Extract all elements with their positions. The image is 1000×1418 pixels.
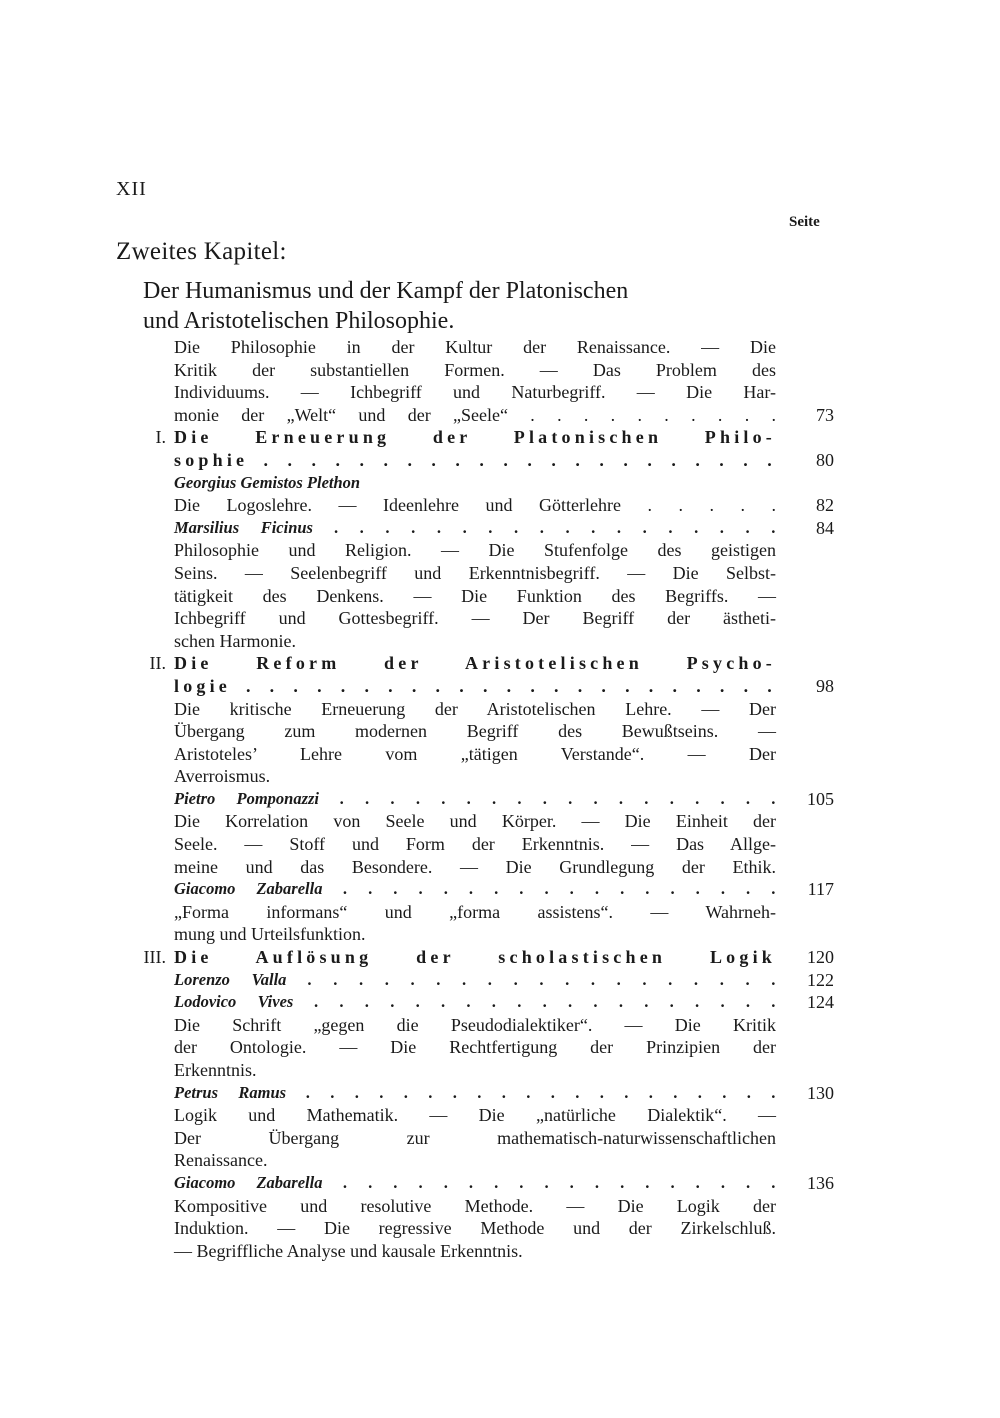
entry-line: Übergang zum modernen Begriff des Bewußtseins. — <box>174 721 776 742</box>
entry-line: Induktion. — Die regressive Methode und der Zirkelschluß. <box>174 1218 776 1239</box>
entry-line: Erkenntnis. <box>174 1060 257 1080</box>
toc-line <box>0 539 1000 562</box>
toc-line <box>0 991 1000 1014</box>
chapter-title-line-1: Der Humanismus und der Kampf der Platonischen <box>143 278 629 304</box>
chapter-title-line-2: und Aristotelischen Philosophie. <box>143 308 455 334</box>
entry-line: Die Korrelation von Seele und Körper. — Die Einheit der <box>174 811 776 832</box>
author-name: Petrus Ramus . . . . . . . . . . . . . . . . . . . . <box>174 1082 776 1102</box>
toc-line <box>0 1082 1000 1105</box>
author-name: Giacomo Zabarella . . . . . . . . . . . . . . . . . . <box>174 1172 776 1192</box>
page-ref: 84 <box>816 517 834 538</box>
toc-line <box>0 1104 1000 1127</box>
entry-line: Renaissance. <box>174 1150 268 1171</box>
intro-line: Kritik der substantiellen Formen. — Das Problem des <box>174 359 776 380</box>
toc-line <box>0 720 1000 743</box>
entry-line: Philosophie und Religion. — Die Stufenfolge des geistigen <box>174 540 776 561</box>
toc-line <box>0 901 1000 924</box>
page-ref: 117 <box>807 879 834 900</box>
author-name: Lorenzo Valla . . . . . . . . . . . . . . . . . . . <box>174 969 776 989</box>
toc-line <box>0 1127 1000 1150</box>
section-numeral: I. <box>155 427 166 448</box>
toc-line <box>0 336 1000 359</box>
page-ref: 130 <box>807 1082 834 1103</box>
toc-line <box>0 652 1000 675</box>
toc-line <box>0 449 1000 472</box>
toc-line <box>0 359 1000 382</box>
toc-line <box>0 494 1000 517</box>
toc-line <box>0 698 1000 721</box>
toc-line <box>0 517 1000 540</box>
toc-line <box>0 675 1000 698</box>
toc-line <box>0 381 1000 404</box>
toc-line <box>0 878 1000 901</box>
toc-line <box>0 765 1000 788</box>
toc-line <box>0 1149 1000 1172</box>
entry-line: „Forma informans“ und „forma assistens“. — Wahrneh- <box>174 901 776 922</box>
entry-line: der Ontologie. — Die Rechtfertigung der Prinzipien der <box>174 1037 776 1058</box>
entry-line: Aristoteles’ Lehre vom „tätigen Verstande“. — Der <box>174 743 776 764</box>
toc-line <box>0 1172 1000 1195</box>
section-heading: Die Auflösung der scholastischen Logik <box>174 947 776 968</box>
entry-line: Seele. — Stoff und Form der Erkenntnis. — Das Allge- <box>174 834 776 855</box>
toc-line <box>0 1240 1000 1263</box>
page-number: XII <box>116 178 147 200</box>
entry-line: Die Logoslehre. — Ideenlehre und Götterlehre . . . . . <box>174 495 776 516</box>
author-name: Pietro Pomponazzi . . . . . . . . . . . . . . . . . . <box>174 788 776 808</box>
entry-line: Kompositive und resolutive Methode. — Die Logik der <box>174 1195 776 1216</box>
author-name: Georgius Gemistos Plethon <box>174 472 361 492</box>
toc-line <box>0 472 1000 495</box>
section-numeral: III. <box>143 947 166 968</box>
entry-line: Die Schrift „gegen die Pseudodialektiker“. — Die Kritik <box>174 1014 776 1035</box>
section-heading: Die Reform der Aristotelischen Psycho- <box>174 653 776 674</box>
toc-line <box>0 630 1000 653</box>
entry-line: Averroismus. <box>174 766 271 787</box>
page-ref: 80 <box>816 449 834 470</box>
seite-label: Seite <box>789 214 820 230</box>
intro-line: monie der „Welt“ und der „Seele“ . . . . . . . . . . <box>174 404 776 425</box>
entry-line: Logik und Mathematik. — Die „natürliche Dialektik“. — <box>174 1105 776 1126</box>
entry-line: Ichbegriff und Gottesbegriff. — Der Begriff der ästheti- <box>174 608 776 629</box>
toc-line <box>0 607 1000 630</box>
intro-line: Die Philosophie in der Kultur der Renaissance. — Die <box>174 337 776 357</box>
toc-line <box>0 856 1000 879</box>
toc-line <box>0 1059 1000 1082</box>
toc-line <box>0 946 1000 969</box>
entry-line: Seins. — Seelenbegriff und Erkenntnisbegriff. — Die Selbst- <box>174 562 776 583</box>
intro-line: Individuums. — Ichbegriff und Naturbegriff. — Die Har- <box>174 382 776 403</box>
entry-line: meine und das Besondere. — Die Grundlegung der Ethik. <box>174 856 776 877</box>
section-heading: Die Erneuerung der Platonischen Philo- <box>174 427 776 448</box>
toc-line <box>0 426 1000 449</box>
entry-line: mung und Urteilsfunktion. <box>174 924 366 945</box>
toc-line <box>0 1036 1000 1059</box>
entry-line: Die kritische Erneuerung der Aristotelischen Lehre. — Der <box>174 698 776 719</box>
toc-line <box>0 969 1000 992</box>
toc-line <box>0 1014 1000 1037</box>
toc-line <box>0 833 1000 856</box>
page-ref: 98 <box>816 675 834 696</box>
section-numeral: II. <box>149 653 166 674</box>
author-name: Lodovico Vives . . . . . . . . . . . . . . . . . . . <box>174 992 776 1012</box>
page-ref: 120 <box>807 947 834 968</box>
author-name: Giacomo Zabarella . . . . . . . . . . . . . . . . . . <box>174 879 776 899</box>
toc-line <box>0 585 1000 608</box>
toc-line <box>0 923 1000 946</box>
toc-line <box>0 404 1000 427</box>
page-ref: 105 <box>807 788 834 809</box>
author-name: Marsilius Ficinus . . . . . . . . . . . . . . . . . . <box>174 517 776 537</box>
page-ref: 73 <box>816 404 834 425</box>
toc-line <box>0 1195 1000 1218</box>
toc-line <box>0 788 1000 811</box>
page-ref: 136 <box>807 1172 834 1193</box>
toc-line <box>0 562 1000 585</box>
entry-line: Der Übergang zur mathematisch-naturwissenschaftlichen <box>174 1127 776 1148</box>
toc-line <box>0 743 1000 766</box>
table-of-contents <box>0 336 1000 1262</box>
section-heading: sophie . . . . . . . . . . . . . . . . . . . . . . <box>174 449 776 470</box>
entry-line: tätigkeit des Denkens. — Die Funktion des Begriffs. — <box>174 585 776 606</box>
toc-line <box>0 810 1000 833</box>
page-ref: 124 <box>807 992 834 1013</box>
entry-line: schen Harmonie. <box>174 630 296 651</box>
chapter-label: Zweites Kapitel: <box>116 238 287 265</box>
chapter-title <box>143 276 783 336</box>
toc-line <box>0 1217 1000 1240</box>
entry-line: — Begriffliche Analyse und kausale Erkenntnis. <box>174 1240 523 1261</box>
page-ref: 82 <box>816 495 834 516</box>
section-heading: logie . . . . . . . . . . . . . . . . . . . . . . . <box>174 675 776 696</box>
page-ref: 122 <box>807 969 834 990</box>
